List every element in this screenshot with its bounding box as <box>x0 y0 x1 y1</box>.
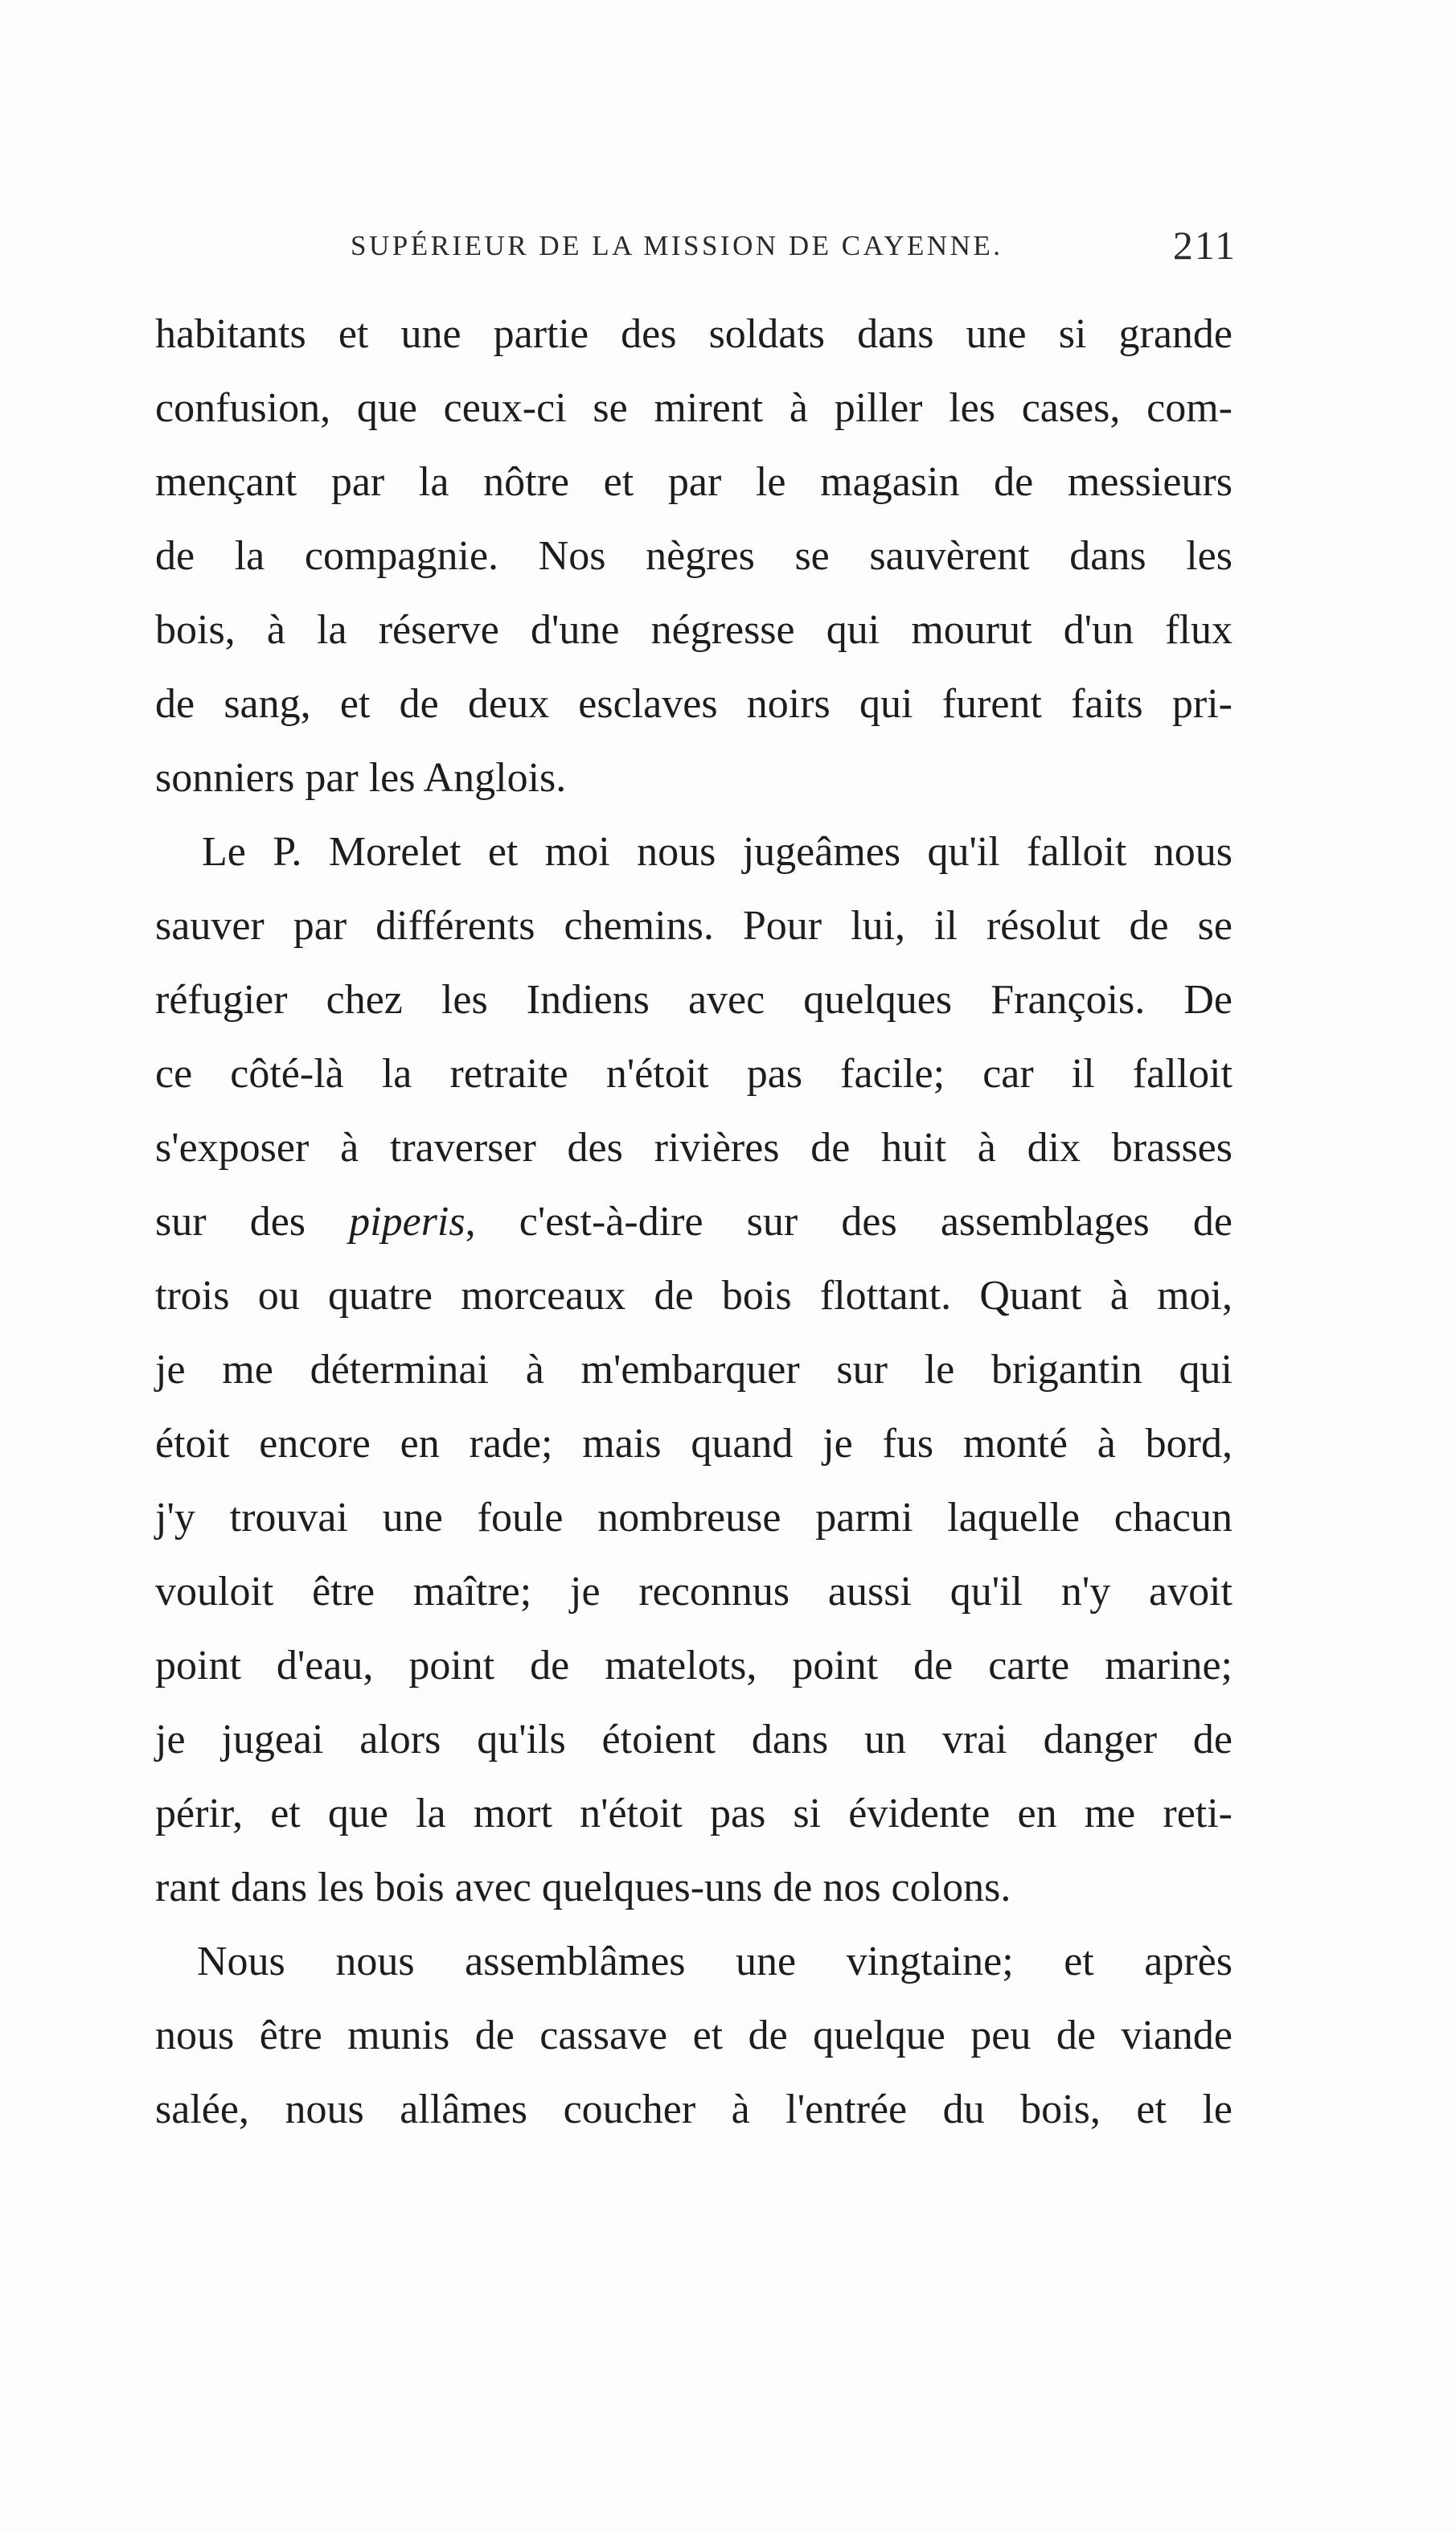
text-fragment: sur des <box>155 1199 306 1245</box>
text-line: Le P. Morelet et moi nous jugeâmes qu'il falloit nous <box>202 829 1232 875</box>
text-line: point d'eau, point de matelots, point de carte marine; <box>155 1643 1232 1689</box>
page-number: 211 <box>1172 223 1237 268</box>
italic-term: piperis <box>349 1199 466 1245</box>
paragraph-3 <box>155 1925 1232 2147</box>
text-line: salée, nous allâmes coucher à l'entrée du bois, et le <box>155 2087 1232 2132</box>
text-line-with-italic <box>155 1185 1232 1259</box>
paragraph-1 <box>155 298 1232 815</box>
text-line: de la compagnie. Nos nègres se sauvèrent dans les <box>155 533 1232 579</box>
text-line: je jugeai alors qu'ils étoient dans un vrai danger de <box>155 1717 1232 1763</box>
text-line: bois, à la réserve d'une négresse qui mourut d'un flux <box>155 607 1232 653</box>
text-line: nous être munis de cassave et de quelque peu de viande <box>155 2013 1232 2058</box>
text-line: périr, et que la mort n'étoit pas si évidente en me reti- <box>155 1791 1232 1836</box>
text-line: j'y trouvai une foule nombreuse parmi laquelle chacun <box>155 1495 1232 1541</box>
page-header <box>338 219 1237 275</box>
text-line: confusion, que ceux-ci se mirent à piller les cases, com- <box>155 385 1232 431</box>
text-line: sonniers par les Anglois. <box>155 755 567 801</box>
text-line: étoit encore en rade; mais quand je fus monté à bord, <box>155 1421 1232 1467</box>
text-line: je me déterminai à m'embarquer sur le brigantin qui <box>155 1347 1232 1393</box>
text-line: vouloit être maître; je reconnus aussi qu'il n'y avoit <box>155 1569 1232 1615</box>
text-line: habitants et une partie des soldats dans une si grande <box>155 311 1232 357</box>
paragraph-2 <box>155 815 1232 1925</box>
running-head: SUPÉRIEUR DE LA MISSION DE CAYENNE. <box>351 230 1003 261</box>
text-fragment: , c'est-à-dire sur des assemblages de <box>465 1199 1232 1245</box>
text-line: de sang, et de deux esclaves noirs qui furent faits pri- <box>155 681 1232 727</box>
text-line: Nous nous assemblâmes une vingtaine; et après <box>197 1939 1232 1984</box>
text-line: mençant par la nôtre et par le magasin de messieurs <box>155 459 1232 505</box>
text-line: sauver par différents chemins. Pour lui, il résolut de se <box>155 903 1232 949</box>
text-line: réfugier chez les Indiens avec quelques François. De <box>155 977 1232 1023</box>
text-line: trois ou quatre morceaux de bois flottant. Quant à moi, <box>155 1273 1232 1319</box>
text-line: ce côté-là la retraite n'étoit pas facile; car il falloit <box>155 1051 1232 1097</box>
body-text <box>155 298 1232 2147</box>
text-line: s'exposer à traverser des rivières de huit à dix brasses <box>155 1125 1232 1171</box>
text-line: rant dans les bois avec quelques-uns de nos colons. <box>155 1865 1011 1910</box>
